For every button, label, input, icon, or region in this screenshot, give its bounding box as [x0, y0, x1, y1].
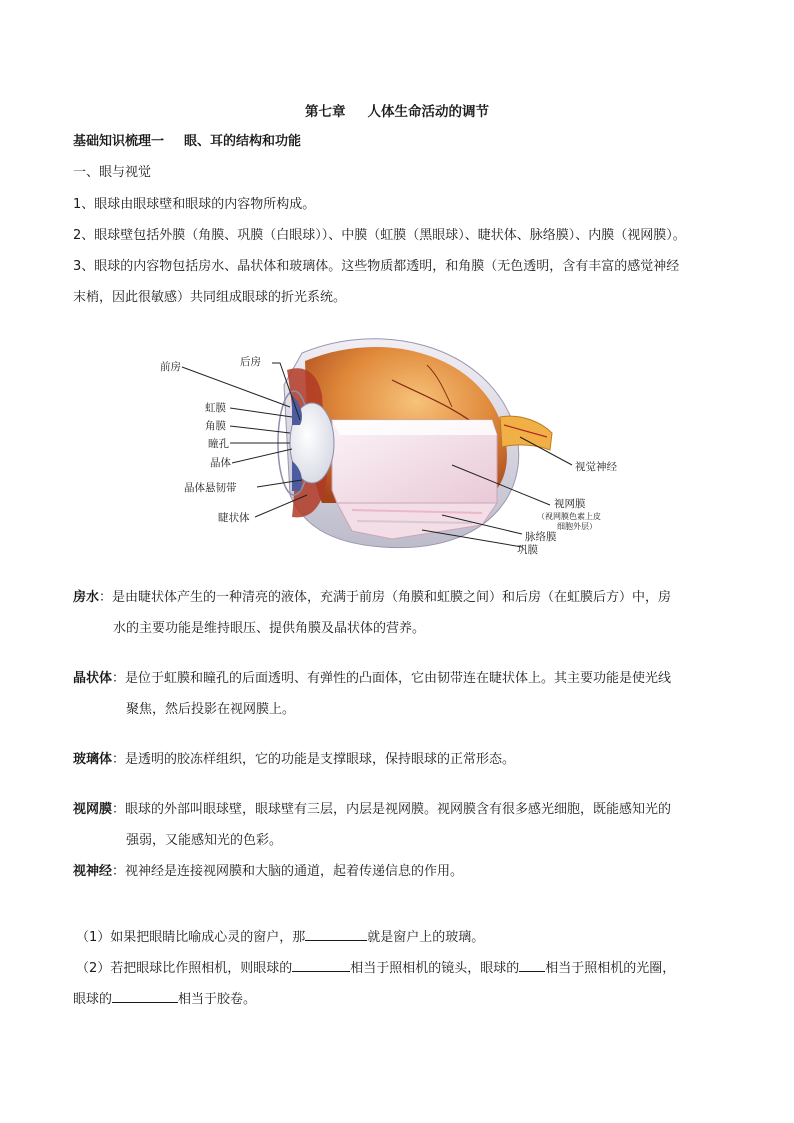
question-2-blank-1[interactable] — [292, 958, 350, 972]
point-3-cont: 末梢，因此很敏感）共同组成眼球的折光系统。 — [73, 290, 347, 305]
point-2: 2、眼球壁包括外膜（角膜、巩膜（白眼球））、中膜（虹膜（黑眼球）、睫状体、脉络膜）、内膜（视网膜）。 — [73, 228, 686, 243]
label-optic-nerve: 视觉神经 — [575, 461, 617, 473]
definition-aqueous-text: ：是由睫状体产生的一种清亮的液体，充满于前房（角膜和虹膜之间）和后房（在虹膜后方）中，房 — [99, 590, 672, 605]
question-2-cont — [73, 989, 256, 1009]
definition-aqueous-cont: 水的主要功能是维持眼压、提供角膜及晶状体的营养。 — [113, 621, 426, 636]
label-pupil: 瞳孔 — [208, 438, 229, 450]
label-lens: 晶体 — [210, 457, 231, 469]
chapter-title — [0, 103, 794, 121]
question-2 — [76, 958, 675, 978]
part-heading: 一、眼与视觉 — [73, 165, 152, 180]
definition-retina — [73, 801, 671, 819]
question-2-text-c: 相当于照相机的光圈， — [545, 961, 676, 976]
definition-optic — [73, 863, 463, 881]
point-3: 3、眼球的内容物包括房水、晶状体和玻璃体。这些物质都透明，和角膜（无色透明，含有丰富的感觉神经 — [73, 259, 680, 274]
term-aqueous: 房水 — [73, 590, 100, 605]
question-1-text-b: 就是窗户上的玻璃。 — [367, 930, 485, 945]
term-optic: 视神经 — [73, 864, 113, 879]
question-1-text-a: （1）如果把眼睛比喻成心灵的窗户，那 — [76, 930, 306, 945]
label-iris: 虹膜 — [205, 402, 226, 414]
definition-retina-cont: 强弱，又能感知光的色彩。 — [126, 833, 283, 848]
question-2-text-e: 相当于胶卷。 — [178, 992, 257, 1007]
optic-nerve-shape — [500, 416, 552, 450]
definition-vitreous-text: ：是透明的胶冻样组织，它的功能是支撑眼球，保持眼球的正常形态。 — [112, 752, 516, 767]
label-cornea: 角膜 — [205, 420, 226, 432]
section-name: 眼、耳的结构和功能 — [184, 134, 302, 149]
label-ciliary-body: 睫状体 — [218, 512, 250, 524]
question-1 — [76, 927, 484, 947]
definition-aqueous — [73, 589, 671, 607]
question-2-blank-3[interactable] — [112, 989, 178, 1003]
definition-lens — [73, 670, 671, 688]
label-sclera: 巩膜 — [517, 544, 538, 556]
definition-lens-text: ：是位于虹膜和瞳孔的后面透明、有弹性的凸面体，它由韧带连在睫状体上。其主要功能是使光线 — [112, 671, 672, 686]
question-1-blank[interactable] — [305, 927, 367, 941]
term-retina: 视网膜 — [73, 802, 113, 817]
label-back-chamber: 后房 — [240, 356, 261, 368]
eye-diagram — [152, 325, 642, 570]
definition-vitreous — [73, 751, 515, 769]
question-2-text-b: 相当于照相机的镜头，眼球的 — [350, 961, 520, 976]
question-2-text-d: 眼球的 — [73, 992, 113, 1007]
label-front-chamber: 前房 — [160, 361, 181, 373]
label-retina: 视网膜 — [554, 498, 586, 510]
chapter-number: 第七章 — [305, 104, 346, 120]
chapter-name: 人体生命活动的调节 — [367, 104, 489, 120]
label-retina-note-1: （视网膜色素上皮 — [537, 512, 601, 521]
label-choroid: 脉络膜 — [525, 531, 557, 543]
term-lens: 晶状体 — [73, 671, 113, 686]
section-label: 基础知识梳理一 — [73, 134, 165, 149]
definition-lens-cont: 聚焦，然后投影在视网膜上。 — [126, 702, 296, 717]
label-zonule: 晶体悬韧带 — [184, 482, 237, 494]
question-2-blank-2[interactable] — [519, 958, 545, 972]
question-2-text-a: （2）若把眼球比作照相机，则眼球的 — [76, 961, 293, 976]
definition-optic-text: ：视神经是连接视网膜和大脑的通道，起着传递信息的作用。 — [112, 864, 464, 879]
term-vitreous: 玻璃体 — [73, 752, 113, 767]
definition-retina-text: ：眼球的外部叫眼球壁，眼球壁有三层，内层是视网膜。视网膜含有很多感光细胞，既能感知光的 — [112, 802, 672, 817]
label-retina-note-2: 细胞外层） — [557, 522, 597, 531]
point-1: 1、眼球由眼球壁和眼球的内容物所构成。 — [73, 197, 316, 212]
section-heading — [73, 133, 301, 151]
